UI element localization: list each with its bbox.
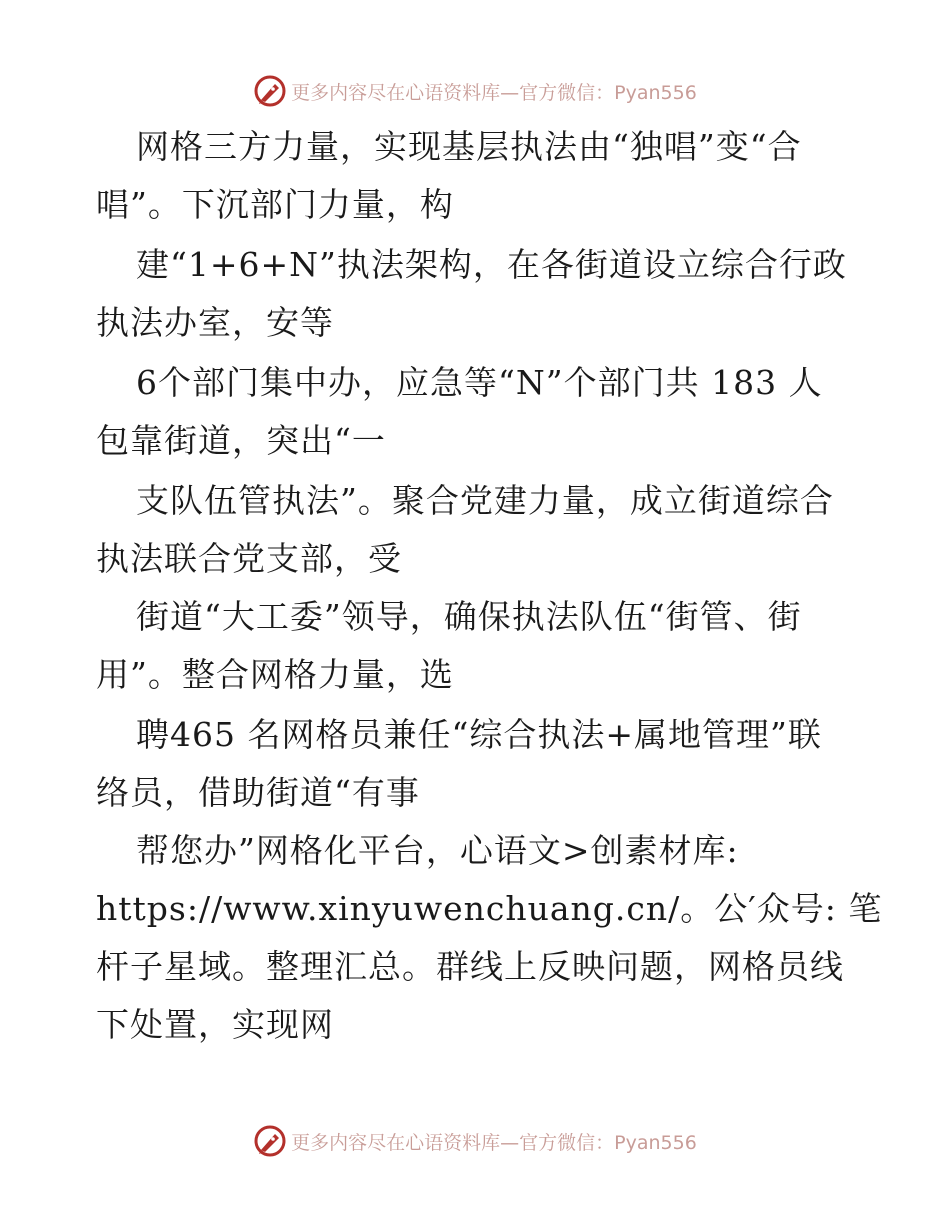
text-line: 执法联合党支部，受 [96, 539, 402, 578]
text-line: 唱”。下沉部门力量，构 [96, 185, 454, 224]
text-line: 网格三方力量，实现基层执法由“独唱”变“合 [136, 127, 802, 166]
text-line: 建“1+6+N”执法架构，在各街道设立综合行政 [136, 245, 847, 284]
text-line: 帮您办”网格化平台，心语文>创素材库: [136, 831, 739, 870]
text-line: 络员，借助街道“有事 [96, 773, 420, 812]
pen-nib-logo-icon [253, 74, 287, 108]
text-line: 包靠街道，突出“一 [96, 421, 386, 460]
header-banner-text: 更多内容尽在心语资料库—官方微信：Pyan556 [291, 81, 697, 104]
header-banner [0, 71, 950, 111]
text-line: 下处置，实现网 [96, 1005, 334, 1044]
text-line: 杆子星域。整理汇总。群线上反映问题，网格员线 [96, 947, 844, 986]
text-line: 6个部门集中办，应急等“N”个部门共 183 人 [136, 363, 823, 402]
text-line: https://www.xinyuwenchuang.cn/。公′众号: 笔 [96, 889, 883, 928]
text-line: 聘465 名网格员兼任“综合执法+属地管理”联 [136, 715, 822, 754]
text-line: 执法办室，安等 [96, 303, 334, 342]
footer-banner [0, 1121, 950, 1161]
text-line: 支队伍管执法”。聚合党建力量，成立街道综合 [136, 481, 834, 520]
text-line: 街道“大工委”领导，确保执法队伍“街管、街 [136, 597, 802, 636]
text-line: 用”。整合网格力量，选 [96, 655, 454, 694]
footer-banner-text: 更多内容尽在心语资料库—官方微信：Pyan556 [291, 1131, 697, 1154]
pen-nib-logo-icon [253, 1124, 287, 1158]
